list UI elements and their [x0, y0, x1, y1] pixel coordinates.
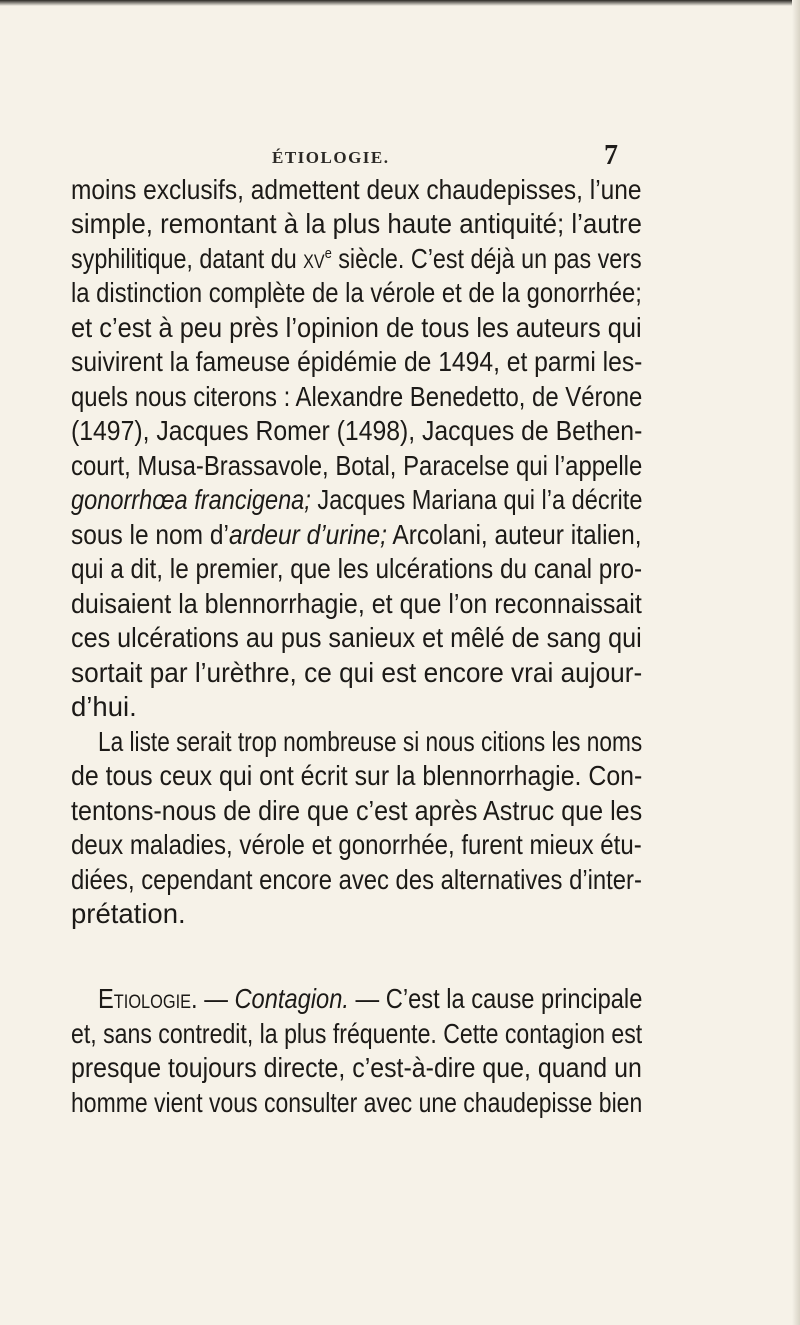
century-superscript: e: [324, 244, 332, 262]
text-line: [71, 794, 642, 828]
line-text: syphilitique, datant du: [71, 243, 304, 274]
text-line: [71, 656, 642, 690]
line-text: quels nous citerons : Alexandre Benedetto, de Vérone: [71, 381, 643, 412]
line-text: deux maladies, vérole et gonorrhée, furent mieux étu-: [71, 829, 642, 860]
text-line: [71, 518, 642, 552]
text-line: [71, 311, 642, 345]
section-heading-line: [98, 982, 642, 1016]
text-line: [71, 242, 642, 276]
line-text: et c’est à peu près l’opinion de tous les auteurs qui: [71, 312, 642, 343]
line-text: Jacques Mariana qui l’a décrite: [310, 484, 643, 515]
text-line: [71, 1086, 642, 1120]
text-line: [71, 1051, 642, 1085]
line-text: et, sans contredit, la plus fréquente. Cette contagion est: [71, 1018, 643, 1049]
line-text: sortait par l’urèthre, ce qui est encore vrai aujour-: [71, 657, 643, 688]
line-text: Arcolani, auteur italien,: [386, 519, 642, 550]
line-text: — C’est la cause principale: [348, 983, 643, 1014]
line-text: —: [197, 983, 235, 1014]
text-line: [98, 725, 642, 759]
line-text: ces ulcérations au pus sanieux et mêlé de sang qui: [71, 622, 642, 653]
line-text: de tous ceux qui ont écrit sur la blennorrhagie. Con-: [71, 760, 643, 791]
text-line: [71, 414, 642, 448]
text-line: [71, 863, 642, 897]
text-line: [71, 759, 642, 793]
text-line: [71, 828, 642, 862]
line-text: tentons-nous de dire que c’est après Astruc que les: [71, 795, 643, 826]
line-text: siècle. C’est déjà un pas vers: [331, 243, 642, 274]
text-line: [71, 621, 642, 655]
line-text: simple, remontant à la plus haute antiquité; l’autre: [71, 208, 642, 239]
line-text: suivirent la fameuse épidémie de 1494, et parmi les-: [71, 346, 643, 377]
text-line: [71, 483, 642, 517]
text-line: [71, 449, 642, 483]
line-text: court, Musa-Brassavole, Botal, Paracelse qui l’appelle: [71, 450, 643, 481]
text-line: [71, 552, 642, 586]
subsection-heading: Contagion.: [234, 983, 349, 1014]
line-text: sous le nom d’: [71, 519, 229, 550]
line-text: moins exclusifs, admettent deux chaudepisses, l’une: [71, 174, 642, 205]
italic-term: ardeur d’urine;: [228, 519, 387, 550]
line-text: (1497), Jacques Romer (1498), Jacques de Bethen-: [71, 415, 643, 446]
line-text: La liste serait trop nombreuse si nous citions les noms: [98, 726, 643, 757]
line-text: diées, cependant encore avec des alternatives d’inter-: [71, 864, 642, 895]
line-text: qui a dit, le premier, que les ulcérations du canal pro-: [71, 553, 643, 584]
italic-term: gonorrhœa francigena;: [71, 484, 311, 515]
text-line: [71, 897, 186, 931]
line-text: homme vient vous consulter avec une chaudepisse bien: [71, 1087, 643, 1118]
text-line: [71, 173, 642, 207]
line-text: la distinction complète de la vérole et de la gonorrhée;: [71, 277, 642, 308]
page-number: 7: [604, 140, 618, 171]
line-text: prétation.: [71, 898, 186, 929]
text-line: [71, 1017, 642, 1051]
text-line: [71, 690, 137, 724]
section-heading: Etiologie.: [98, 983, 198, 1014]
text-line: [71, 207, 642, 241]
text-line: [71, 587, 642, 621]
running-head: ÉTIOLOGIE.: [272, 148, 390, 167]
text-line: [71, 276, 642, 310]
text-line: [71, 380, 642, 414]
line-text: presque toujours directe, c’est-à-dire que, quand un: [71, 1052, 642, 1083]
line-text: d’hui.: [71, 691, 137, 722]
line-text: duisaient la blennorrhagie, et que l’on reconnaissait: [71, 588, 642, 619]
text-line: [71, 345, 642, 379]
century-numeral: xv: [303, 243, 325, 274]
